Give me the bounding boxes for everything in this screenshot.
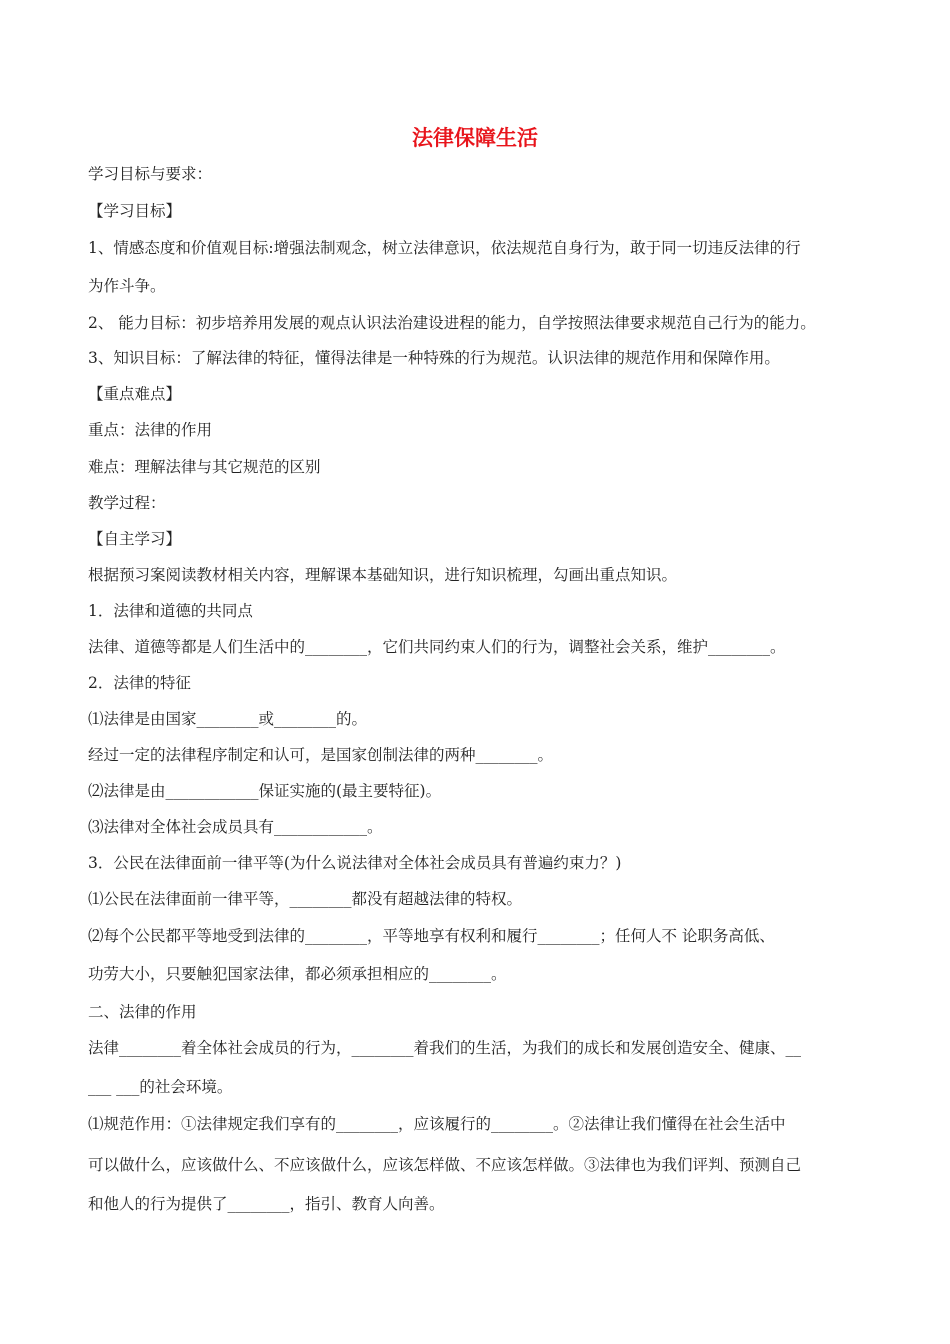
text-line: 教学过程： bbox=[88, 494, 166, 512]
text-line: 2．法律的特征 bbox=[88, 674, 191, 692]
text-line: ⑵法律是由____________保证实施的(最主要特征)。 bbox=[88, 782, 442, 800]
text-line: 3．公民在法律面前一律平等(为什么说法律对全体社会成员具有普遍约束力？) bbox=[88, 854, 622, 872]
section-heading: 【重点难点】 bbox=[88, 385, 182, 403]
text-line: 1．法律和道德的共同点 bbox=[88, 602, 253, 620]
text-line: ⑵每个公民都平等地受到法律的________，平等地享有权利和履行________；任何人不 论职务高低、 bbox=[88, 927, 775, 945]
text-line: 为作斗争。 bbox=[88, 277, 166, 295]
text-line: 和他人的行为提供了________，指引、教育人向善。 bbox=[88, 1195, 445, 1213]
text-line: 重点：法律的作用 bbox=[88, 421, 213, 439]
text-line: 2、 能力目标：初步培养用发展的观点认识法治建设进程的能力，自学按照法律要求规范自己行为的能力。 bbox=[88, 314, 816, 332]
text-line: 1、情感态度和价值观目标:增强法制观念，树立法律意识，依法规范自身行为，敢于同一切违反法律的行 bbox=[88, 239, 801, 257]
text-line: ⑴公民在法律面前一律平等，________都没有超越法律的特权。 bbox=[88, 890, 523, 908]
text-line: 难点：理解法律与其它规范的区别 bbox=[88, 458, 321, 476]
text-line: 3、知识目标：了解法律的特征，懂得法律是一种特殊的行为规范。认识法律的规范作用和保障作用。 bbox=[88, 349, 780, 367]
text-line: 法律、道德等都是人们生活中的________，它们共同约束人们的行为，调整社会关系，维护________。 bbox=[88, 638, 786, 656]
text-line: ⑶法律对全体社会成员具有____________。 bbox=[88, 818, 383, 836]
text-line: 二、法律的作用 bbox=[88, 1003, 197, 1021]
text-line: 根据预习案阅读教材相关内容，理解课本基础知识，进行知识梳理，勾画出重点知识。 bbox=[88, 566, 678, 584]
section-heading: 【学习目标】 bbox=[88, 202, 182, 220]
text-line: 学习目标与要求： bbox=[88, 165, 213, 183]
text-line: 法律________着全体社会成员的行为，________着我们的生活，为我们的成长和发展创造安全、健康、__ bbox=[88, 1039, 802, 1057]
text-line: ⑴规范作用：①法律规定我们享有的________，应该履行的________。②法律让我们懂得在社会生活中 bbox=[88, 1115, 786, 1133]
text-line: ___ ___的社会环境。 bbox=[88, 1078, 233, 1096]
text-line: ⑴法律是由国家________或________的。 bbox=[88, 710, 368, 728]
section-heading: 【自主学习】 bbox=[88, 530, 182, 548]
text-line: 功劳大小，只要触犯国家法律，都必须承担相应的________。 bbox=[88, 965, 507, 983]
text-line: 可以做什么，应该做什么、不应该做什么，应该怎样做、不应该怎样做。③法律也为我们评判、预测自己 bbox=[88, 1156, 802, 1174]
document-title: 法律保障生活 bbox=[412, 126, 538, 150]
text-line: 经过一定的法律程序制定和认可，是国家创制法律的两种________。 bbox=[88, 746, 554, 764]
